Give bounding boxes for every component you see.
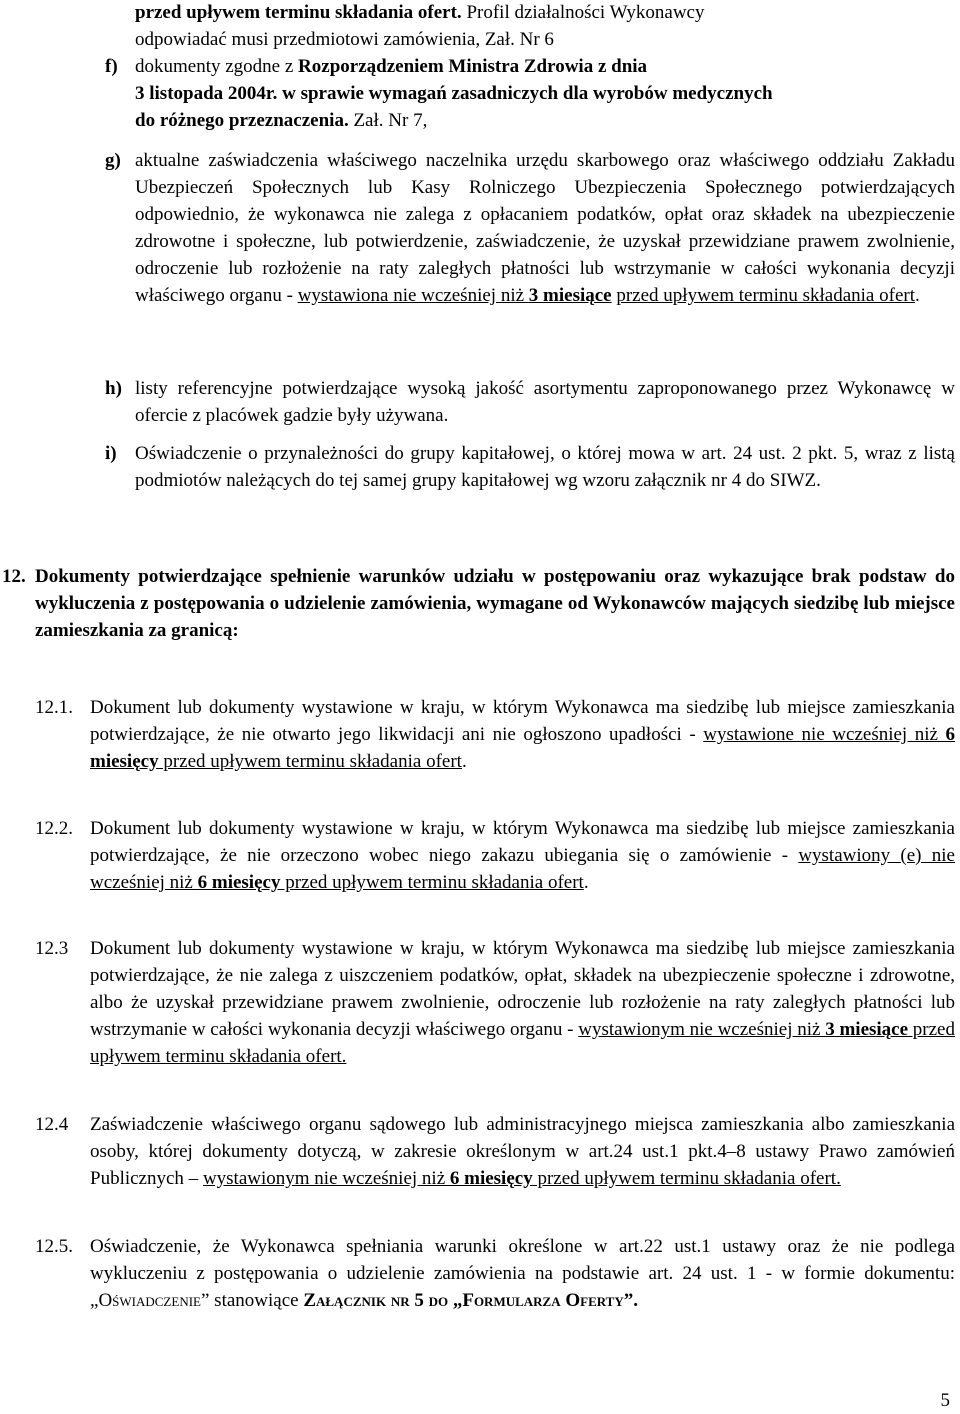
item-12-1-underline: wystawione nie wcześniej niż [703,724,946,745]
item-12-1-end: . [461,751,467,772]
item-12-4-number: 12.4 [35,1114,69,1135]
item-12-5-body: Oświadczenie, że Wykonawca spełniania warunki określone w art.22 ust.1 ustawy oraz że nie podlega wykluczeniu z postępowania o udzielenie zamówienia na podstawie art. 24 ust. 1 - w formie dokumentu: [90,1236,955,1284]
item-12-3-underline: wystawionym nie wcześniej niż [578,1019,826,1040]
item-12-1-text [90,694,955,775]
page-number: 5 [940,1390,950,1411]
item-12-5-quote-open: „ [90,1290,99,1311]
item-f-t2: Rozporządzeniem Ministra Zdrowia z dnia [298,56,648,77]
item-h-text: listy referencyjne potwierdzające wysoką jakość asortymentu zaproponowanego przez Wykonawcę w ofercie z placówek gadzie były używana. [135,378,955,426]
section-12-number: 12. [2,566,26,587]
item-12-4-months: 6 miesięcy [449,1168,533,1189]
item-12-2-deadline: przed upływem terminu składania ofert [280,872,584,893]
item-12-5-form-name: Formularza Oferty [462,1290,624,1311]
item-f-t5: Zał. Nr 7, [348,110,428,131]
item-g-underline: wystawiona nie wcześniej niż [297,285,529,306]
item-f-continuation [135,0,935,53]
section-12-heading: Dokumenty potwierdzające spełnienie warunków udziału w postępowaniu oraz wykazujące brak podstaw do wykluczenia z postępowania o udzielenie zamówienia, wymagane od Wykonawców mających siedzibę lub miejsce zamieszkania za granicą: [35,566,955,641]
item-12-4-body: Zaświadczenie właściwego organu sądowego lub administracyjnego miejsca zamieszkania albo zamieszkania osoby, której dokumenty dotyczą, w zakresie określonym w art.24 ust.1 pkt.4–8 ustawy Prawo zamówień Publicznych – [90,1114,955,1189]
item-12-3-deadline: przed upływem terminu składania ofert. [90,1019,955,1067]
item-i-label: i) [105,443,117,464]
item-12-5-attachment: Załącznik nr 5 do [303,1290,449,1311]
item-12-1-months: 6 miesięcy [90,724,956,772]
item-12-5-quote-close: ” [200,1290,210,1311]
item-f-t1: dokumenty zgodne z [135,56,299,77]
item-12-3-body: Dokument lub dokumenty wystawione w kraju, w którym Wykonawca ma siedzibę lub miejsce zamieszkania potwierdzające, że nie zalega z uiszczeniem podatków, opłat, składek na ubezpieczenie społeczne i zdrowotne, albo że uzyskał przewidziane prawem zwolnienie, odroczenie lub rozłożenie na raty zaległych płatności lub wstrzymanie w całości wykonania decyzji właściwego organu - [90,938,955,1040]
item-12-1-number: 12.1. [35,697,73,718]
item-g-label: g) [105,150,121,171]
item-12-2-body: Dokument lub dokumenty wystawione w kraju, w którym Wykonawca ma siedzibę lub miejsce zamieszkania potwierdzające, że nie orzeczono wobec niego zakazu ubiegania się o zamówienie - [90,818,955,866]
item-12-5-mid: stanowiące [209,1290,304,1311]
f-cont-bold: przed upływem terminu składania ofert. [135,2,462,23]
item-f-t4: do różnego przeznaczenia. [135,110,349,131]
item-12-2-months: 6 miesięcy [197,872,281,893]
f-cont-regular: Profil działalności Wykonawcy [461,2,705,23]
item-f-label: f) [105,56,118,77]
item-12-2-text [90,815,955,896]
item-g-text [135,147,955,309]
item-12-4-text [90,1111,955,1192]
item-12-3-months: 3 miesiące [825,1019,909,1040]
f-cont-line2: odpowiadać musi przedmiotowi zamówienia, Zał. Nr 6 [135,29,554,50]
item-h-label: h) [105,378,122,399]
item-12-2-number: 12.2. [35,818,73,839]
item-12-3-text [90,935,955,1070]
item-12-2-underline: wystawiony (e) nie wcześniej niż [90,845,955,893]
item-12-1-body: Dokument lub dokumenty wystawione w kraju, w którym Wykonawca ma siedzibę lub miejsce zamieszkania potwierdzające, że nie otwarto jego likwidacji ani nie ogłoszono upadłości - [90,697,955,745]
item-12-2-end: . [583,872,589,893]
item-12-3-number: 12.3 [35,938,69,959]
item-g-end: . [914,285,920,306]
item-12-4-underline: wystawionym nie wcześniej niż [202,1168,450,1189]
item-f-t3: 3 listopada 2004r. w sprawie wymagań zasadniczych dla wyrobów medycznych [135,83,773,104]
item-12-5-quote-open-2: „ [452,1290,463,1311]
item-i-text: Oświadczenie o przynależności do grupy kapitałowej, o której mowa w art. 24 ust. 2 pkt. 5, wraz z listą podmiotów należących do tej samej grupy kapitałowej wg wzoru załącznik nr 4 do SIWZ. [135,443,955,491]
item-12-4-deadline: przed upływem terminu składania ofert. [532,1168,841,1189]
item-12-5-number: 12.5. [35,1236,73,1257]
item-12-5-end: ”. [623,1290,638,1311]
item-12-5-document-name: Oświadczenie [98,1290,201,1311]
item-g-deadline: przed upływem terminu składania ofert [616,285,915,306]
item-f [135,53,935,134]
item-12-1-deadline: przed upływem terminu składania ofert [158,751,462,772]
item-g-body: aktualne zaświadczenia właściwego naczelnika urzędu skarbowego oraz właściwego oddziału Zakładu Ubezpieczeń Społecznych lub Kasy Rolniczego Ubezpieczenia Społecznego potwierdzających odpowiednio, że wykonawca nie zalega z opłacaniem podatków, opłat oraz składek na ubezpieczenie zdrowotne i społeczne, lub potwierdzenie, zaświadczenie, że uzyskał przewidziane prawem zwolnienie, odroczenie lub rozłożenie na raty zaległych płatności lub wstrzymanie w całości wykonania decyzji właściwego organu - [135,150,955,306]
item-12-5-text [90,1233,955,1314]
item-g-months: 3 miesiące [528,285,612,306]
